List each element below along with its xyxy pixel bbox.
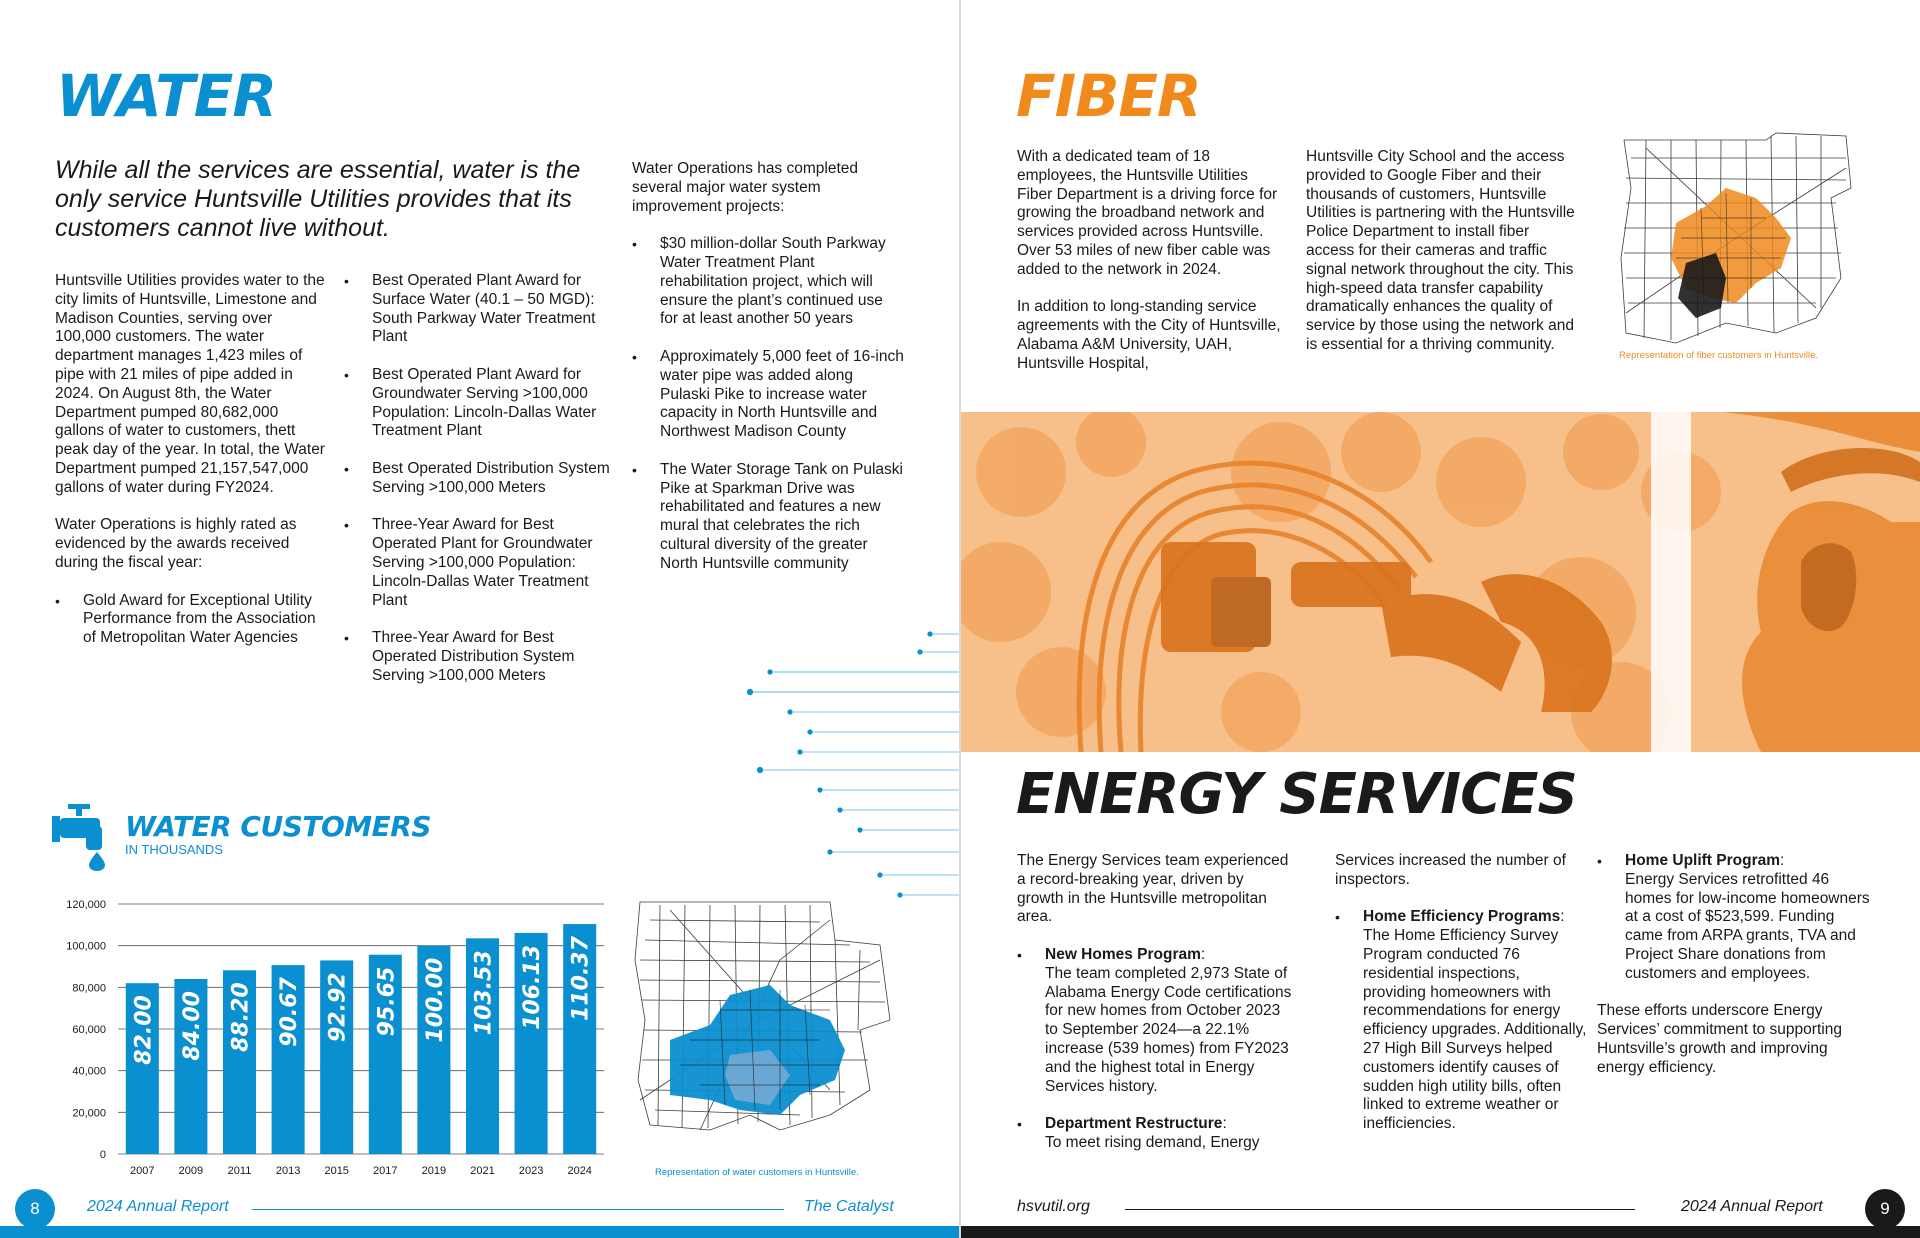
chart-subtitle: IN THOUSANDS	[125, 842, 223, 857]
program-description: The team completed 2,973 State of Alabama Energy Code certifications for new homes from October 2023 to September 2024—a 22.1% increase (539 homes) from FY2023 and the highest total in Energy Services history.	[1045, 964, 1292, 1095]
fiber-column-2	[1306, 148, 1578, 374]
water-intro: While all the services are essential, water is the only service Huntsville Utilities provides that its customers cannot live without.	[55, 156, 581, 242]
x-tick-label: 2015	[324, 1165, 349, 1177]
energy-column-2	[1335, 852, 1587, 1153]
bar-value-label: 84.00	[179, 991, 205, 1061]
water-service-map	[630, 900, 908, 1160]
x-tick-label: 2019	[421, 1165, 447, 1177]
water-awards-list-2	[344, 272, 616, 686]
list-item: • Three-Year Award for Best Operated Distribution System Serving >100,000 Meters	[344, 629, 616, 685]
bar-value-label: 92.92	[325, 972, 351, 1043]
x-tick-label: 2021	[470, 1165, 495, 1177]
x-tick-label: 2013	[275, 1165, 301, 1177]
list-item: • The Water Storage Tank on Pulaski Pike at Sparkman Drive was rehabilitated and features a new mural that celebrates the rich cultural diversity of the greater North Huntsville community	[632, 461, 904, 574]
program-name: Home Uplift Program	[1625, 852, 1781, 869]
footer-website: hsvutil.org	[1017, 1198, 1090, 1215]
y-tick-label: 20,000	[72, 1107, 106, 1120]
water-col1-paragraph: Huntsville Utilities provides water to the city limits of Huntsville, Limestone and Madison Counties, serving over 100,000 customers. The water department manages 1,423 miles of pipe with 21 miles of pipe added in 2024. On August 8th, the Water Department pumped 80,682,000 gallons of water to customers, thett peak day of the year. In total, the Water Department pumped 21,157,547,000 gallons of water during FY2024.	[55, 272, 325, 496]
water-awards-list	[55, 592, 327, 648]
bar-value-label: 95.65	[374, 966, 400, 1037]
energy-programs-list	[1017, 946, 1292, 1153]
program-description: To meet rising demand, Energy	[1045, 1133, 1260, 1151]
x-tick-label: 2023	[518, 1165, 544, 1177]
footer-divider	[1125, 1209, 1635, 1210]
bar-value-label: 103.53	[471, 950, 497, 1036]
water-projects-list	[632, 235, 904, 573]
fiber-title: FIBER	[1016, 62, 1201, 130]
y-tick-label: 60,000	[72, 1024, 106, 1036]
y-tick-label: 100,000	[66, 940, 106, 953]
energy-intro: The Energy Services team experienced a record-breaking year, driven by growth in the Huntsville metropolitan area.	[1017, 852, 1289, 926]
water-column-2	[344, 272, 616, 704]
decorative-streaks	[730, 620, 959, 920]
bar-value-label: 100.00	[422, 957, 448, 1043]
y-tick-label: 80,000	[72, 982, 106, 995]
energy-programs-list-3	[1597, 852, 1872, 984]
fiber-col1-paragraph: With a dedicated team of 18 employees, the Huntsville Utilities Fiber Department is a driving force for growing the broadband network and services provided across Huntsville. Over 53 miles of new fiber cable was added to the network in 2024.	[1017, 148, 1278, 278]
list-item: • Home Uplift Program: Energy Services retrofitted 46 homes for low-income homeowners at a cost of $523,599. Funding came from ARPA grants, TVA and Project Share donations from customers and employees.	[1597, 852, 1872, 984]
left-page	[0, 0, 959, 1238]
water-col1-paragraph: Water Operations is highly rated as evidenced by the awards received during the fiscal year:	[55, 516, 297, 571]
list-item: • New Homes Program: The team completed 2,973 State of Alabama Energy Code certifications for new homes from October 2023 to September 2024—a 22.1% increase (539 homes) from FY2023 and the highest total in Energy Services history.	[1017, 946, 1292, 1096]
x-tick-label: 2017	[373, 1165, 398, 1177]
program-name: Department Restructure	[1045, 1115, 1223, 1133]
program-description: Energy Services retrofitted 46 homes for low-income homeowners at a cost of $523,599. Funding came from ARPA grants, TVA and Project Share donations from customers and employees.	[1625, 870, 1870, 982]
water-projects-intro: Water Operations has completed several major water system improvement projects:	[632, 160, 859, 215]
y-tick-label: 0	[99, 1149, 106, 1161]
bar-value-label: 82.00	[131, 995, 157, 1065]
program-description: The Home Efficiency Survey Program conducted 76 residential inspections, providing homeowners with recommendations for energy efficiency upgrades. Additionally, 27 High Bill Surveys helped customers identify causes of sudden high utility bills, often linked to extreme weather or inefficiencies.	[1363, 927, 1587, 1133]
x-tick-label: 2011	[227, 1165, 252, 1177]
program-name: New Homes Program	[1045, 945, 1201, 963]
page-number: 9	[1865, 1189, 1905, 1229]
program-name: Home Efficiency Programs	[1363, 908, 1561, 926]
x-tick-label: 2009	[178, 1165, 204, 1177]
bar-value-label: 88.20	[228, 982, 254, 1052]
x-tick-label: 2024	[567, 1165, 592, 1177]
right-page	[961, 0, 1920, 1238]
footer-report-title: 2024 Annual Report	[1681, 1198, 1823, 1215]
energy-column-1	[1017, 852, 1292, 1172]
page-number: 8	[15, 1189, 55, 1229]
list-item: • Best Operated Plant Award for Groundwater Serving >100,000 Population: Lincoln-Dallas Water Treatment Plant	[344, 366, 616, 441]
bar-value-label: 110.37	[568, 936, 594, 1021]
fiber-map-caption: Representation of fiber customers in Huntsville.	[1619, 350, 1819, 361]
list-item: • Best Operated Plant Award for Surface Water (40.1 – 50 MGD): South Parkway Water Treatment Plant	[344, 272, 616, 347]
bar-value-label: 90.67	[277, 977, 303, 1047]
list-item: • Home Efficiency Programs: The Home Efficiency Survey Program conducted 76 residential inspections, providing homeowners with recommendations for energy efficiency upgrades. Additionally, 27 High Bill Surveys helped customers identify causes of sudden high utility bills, often linked to extreme weather or inefficiencies.	[1335, 908, 1587, 1134]
water-column-1	[55, 272, 327, 667]
list-item: • Approximately 5,000 feet of 16-inch water pipe was added along Pulaski Pike to increase water capacity in North Huntsville and Northwest Madison County	[632, 348, 904, 442]
footer-report-title: 2024 Annual Report	[87, 1198, 229, 1215]
fiber-column-1	[1017, 148, 1285, 392]
footer-publication: The Catalyst	[804, 1198, 894, 1215]
y-tick-label: 40,000	[72, 1065, 106, 1078]
chart-title: WATER CUSTOMERS	[125, 810, 431, 843]
energy-title: ENERGY SERVICES	[1016, 762, 1577, 827]
x-tick-label: 2007	[130, 1165, 155, 1177]
y-tick-label: 120,000	[66, 899, 106, 911]
bar-value-label: 106.13	[520, 944, 546, 1030]
energy-programs-list-2	[1335, 908, 1587, 1134]
fiber-col2-paragraph: Huntsville City School and the access provided to Google Fiber and their thousands of customers, Huntsville Utilities is partnering with the Huntsville Police Department to install fiber access for their cameras and traffic signal network throughout the city. This high-speed data transfer capability dramatically enhances the quality of service by those using the network and is essential for a thriving community.	[1306, 148, 1575, 353]
energy-col2-paragraph: Services increased the number of inspectors.	[1335, 852, 1566, 888]
list-item: • Three-Year Award for Best Operated Plant for Groundwater Serving >100,000 Population: Lincoln-Dallas Water Treatment Plant	[344, 516, 616, 610]
footer-bar	[0, 1226, 959, 1238]
footer-divider	[252, 1209, 784, 1210]
fiber-technician-photo	[961, 412, 1920, 752]
fiber-service-map	[1616, 128, 1856, 348]
list-item: • $30 million-dollar South Parkway Water Treatment Plant rehabilitation project, which will ensure the plant’s continued use for at least another 50 years	[632, 235, 904, 329]
water-customers-bar-chart	[56, 890, 616, 1180]
energy-closing-paragraph: These efforts underscore Energy Services’ commitment to supporting Huntsville’s growth and improving energy efficiency.	[1597, 1002, 1842, 1076]
water-map-caption: Representation of water customers in Huntsville.	[655, 1167, 859, 1178]
list-item: • Gold Award for Exceptional Utility Performance from the Association of Metropolitan Water Agencies	[55, 592, 327, 648]
energy-column-3	[1597, 852, 1872, 1096]
water-faucet-icon	[52, 804, 118, 874]
footer-bar	[961, 1226, 1920, 1238]
list-item: • Department Restructure: To meet rising demand, Energy	[1017, 1115, 1292, 1153]
list-item: • Best Operated Distribution System Serving >100,000 Meters	[344, 460, 616, 498]
fiber-col1-paragraph: In addition to long-standing service agreements with the City of Huntsville, Alabama A&M University, UAH, Huntsville Hospital,	[1017, 298, 1281, 372]
water-title: WATER	[56, 62, 277, 130]
water-column-3	[632, 160, 904, 592]
